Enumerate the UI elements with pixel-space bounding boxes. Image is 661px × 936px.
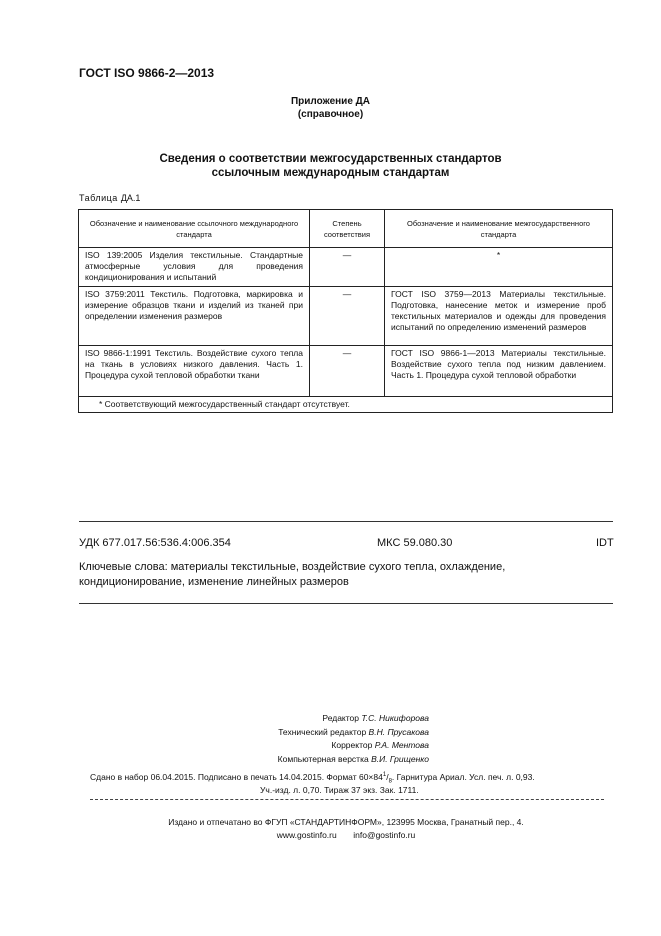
table-header-row [79, 210, 613, 248]
table-footnote-row [79, 397, 613, 413]
email-link[interactable]: info@gostinfo.ru [353, 830, 416, 840]
cell-degree: — [310, 346, 385, 397]
credit-role: Технический редактор [278, 727, 367, 737]
idt-marker: IDT [596, 537, 614, 549]
credit-name: Р.А. Ментова [374, 740, 429, 750]
table-footnote: * Соответствующий межгосударственный стандарт отсутствует. [79, 397, 613, 413]
header-intl-standard: Обозначение и наименование ссылочного международного стандарта [79, 210, 310, 248]
section-title-line2: ссылочным международным стандартам [211, 167, 450, 179]
cell-intl-standard: ISO 9866-1:1991 Текстиль. Воздействие сухого тепла на ткань в условиях низкого давления. Часть 1. Процедура сухой тепловой обработки ткани [79, 346, 310, 397]
document-code: ГОСТ ISO 9866-2—2013 [79, 66, 215, 80]
table-caption-number: ДА.1 [120, 193, 141, 203]
cell-national-standard: ГОСТ ISO 3759—2013 Материалы текстильные. Подготовка, нанесение меток и измерение проб текстильных материалов и одежды для проведения испытаний по определению изменений размеров [385, 287, 613, 346]
credit-name: В.Н. Прусакова [368, 727, 429, 737]
cell-intl-standard: ISO 139:2005 Изделия текстильные. Стандартные атмосферные условия для проведения кондиционирования и испытаний [79, 248, 310, 287]
format-numerator: 1 [382, 772, 387, 779]
section-title-line1: Сведения о соответствии межгосударственных стандартов [159, 153, 502, 165]
credit-proofreader [331, 740, 429, 750]
format-denominator: 8 [388, 778, 392, 785]
table-row [79, 346, 613, 397]
table-caption-prefix: Таблица [79, 193, 118, 203]
credit-name: В.И. Грищенко [371, 754, 429, 764]
header-degree: Степень соответствия [310, 210, 385, 248]
correspondence-table [78, 209, 613, 413]
header-national-standard: Обозначение и наименование межгосударственного стандарта [385, 210, 613, 248]
credit-role: Редактор [322, 713, 359, 723]
credit-role: Корректор [331, 740, 373, 750]
credit-role: Компьютерная верстка [277, 754, 369, 764]
credit-tech-editor [278, 727, 429, 737]
table-row [79, 248, 613, 287]
publisher-line: Издано и отпечатано во ФГУП «СТАНДАРТИНФОРМ», 123995 Москва, Гранатный пер., 4. [168, 817, 524, 827]
udk-code: УДК 677.017.56:536.4:006.354 [79, 537, 231, 549]
credit-layout [278, 754, 429, 764]
imprint-line2: Уч.-изд. л. 0,70. Тираж 37 экз. Зак. 1711. [260, 785, 419, 795]
website-link[interactable]: www.gostinfo.ru [276, 830, 337, 840]
table-caption [79, 193, 140, 203]
imprint-dates: Сдано в набор 06.04.2015. Подписано в печать 14.04.2015. Формат 60×84 [90, 772, 383, 782]
divider-top [79, 521, 613, 522]
cell-national-standard: * [385, 248, 613, 287]
cell-degree: — [310, 287, 385, 346]
imprint-line1: Сдано в набор 06.04.2015. Подписано в печать 14.04.2015. Формат $60\times 84^1/_8$. Гарнитура Ариал. Усл. печ. л. 0,93. [90, 772, 535, 785]
credit-editor [322, 713, 429, 723]
annex-heading [0, 95, 661, 121]
cell-national-standard: ГОСТ ISO 9866-1—2013 Материалы текстильные. Воздействие сухого тепла под низким давлением. Часть 1. Процедура сухой тепловой обработки [385, 346, 613, 397]
publisher-links [0, 830, 661, 840]
annex-title: Приложение ДА [290, 96, 371, 107]
divider-bottom [79, 603, 613, 604]
mks-code: МКС 59.080.30 [377, 537, 453, 549]
imprint-typeface: . Гарнитура Ариал. Усл. печ. л. 0,93. [391, 772, 535, 782]
credit-name: Т.С. Никифорова [361, 713, 429, 723]
table-row [79, 287, 613, 346]
annex-subtitle: (справочное) [297, 109, 364, 120]
cell-intl-standard: ISO 3759:2011 Текстиль. Подготовка, маркировка и измерение образцов ткани и изделий из тканей при определении изменения размеров [79, 287, 310, 346]
cell-degree: — [310, 248, 385, 287]
dashed-divider [90, 799, 604, 800]
keywords: Ключевые слова: материалы текстильные, воздействие сухого тепла, охлаждение, кондиционирование, изменение линейных размеров [79, 561, 506, 588]
section-title [0, 152, 661, 180]
